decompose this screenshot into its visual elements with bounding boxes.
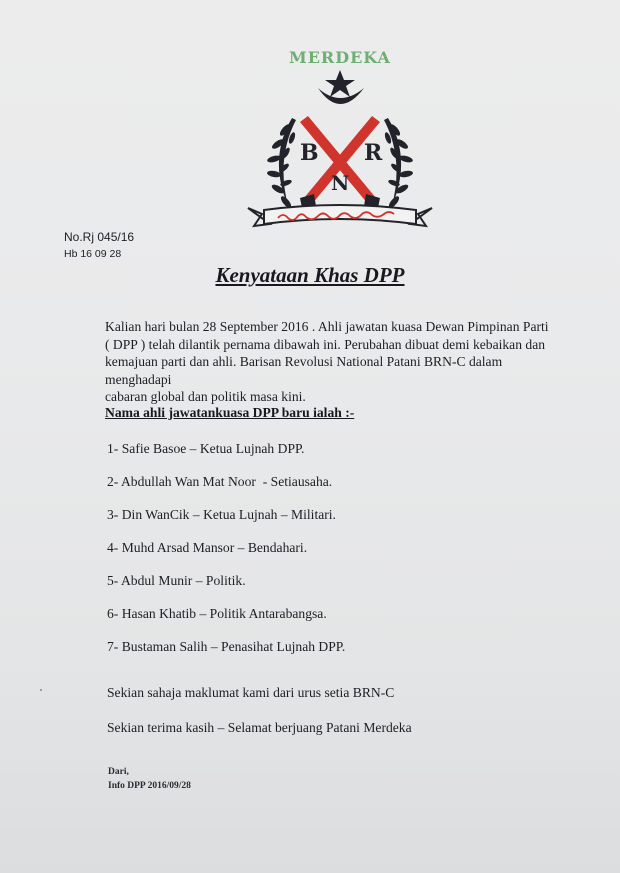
paragraph-line: kemajuan parti dan ahli. Barisan Revolusi National Patani BRN-C dalam menghadapi bbox=[105, 354, 503, 387]
member-item: 4- Muhd Arsad Mansor – Bendahari. bbox=[107, 540, 308, 555]
member-item: 6- Hasan Khatib – Politik Antarabangsa. bbox=[107, 606, 327, 621]
emblem-letter-n: N bbox=[331, 171, 350, 195]
from-sender: Info DPP 2016/09/28 bbox=[108, 781, 191, 791]
party-emblem bbox=[240, 48, 440, 233]
members-heading: Nama ahli jawatankuasa DPP baru ialah :- bbox=[105, 405, 355, 420]
emblem-top-text: MERDEKA bbox=[289, 48, 391, 67]
reference-number: No.Rj 045/16 bbox=[64, 230, 135, 244]
member-item: 5- Abdul Munir – Politik. bbox=[107, 573, 246, 588]
paragraph-line: cabaran global dan politik masa kini. bbox=[105, 389, 306, 404]
members-list bbox=[107, 441, 345, 672]
member-item: 1- Safie Basoe – Ketua Lujnah DPP. bbox=[107, 441, 305, 456]
document-title: Kenyataan Khas DPP bbox=[215, 263, 405, 287]
reference-date: Hb 16 09 28 bbox=[64, 248, 122, 260]
closing-line-2: Sekian terima kasih – Selamat berjuang Patani Merdeka bbox=[107, 720, 412, 735]
member-item: 3- Din WanCik – Ketua Lujnah – Militari. bbox=[107, 507, 336, 522]
emblem-letter-b: B bbox=[300, 140, 319, 166]
from-label: Dari, bbox=[108, 767, 129, 777]
emblem-letter-r: R bbox=[364, 140, 383, 166]
closing-line-1: Sekian sahaja maklumat kami dari urus setia BRN-C bbox=[107, 685, 395, 700]
paragraph-line: ( DPP ) telah dilantik pernama dibawah ini. Perubahan dibuat demi kebaikan dan bbox=[105, 336, 546, 352]
wreath-right-icon bbox=[384, 118, 414, 209]
paper-speck bbox=[40, 689, 42, 691]
emblem-graphic bbox=[240, 58, 440, 233]
emblem-star-icon bbox=[325, 70, 355, 97]
intro-paragraph bbox=[105, 318, 565, 406]
member-item: 2- Abdullah Wan Mat Noor - Setiausaha. bbox=[107, 474, 333, 489]
wreath-left-icon bbox=[266, 118, 296, 209]
member-item: 7- Bustaman Salih – Penasihat Lujnah DPP. bbox=[107, 639, 346, 654]
emblem-ribbon-icon bbox=[248, 205, 432, 226]
paragraph-line: Kalian hari bulan 28 September 2016 . Ahli jawatan kuasa Dewan Pimpinan Parti bbox=[105, 319, 549, 334]
